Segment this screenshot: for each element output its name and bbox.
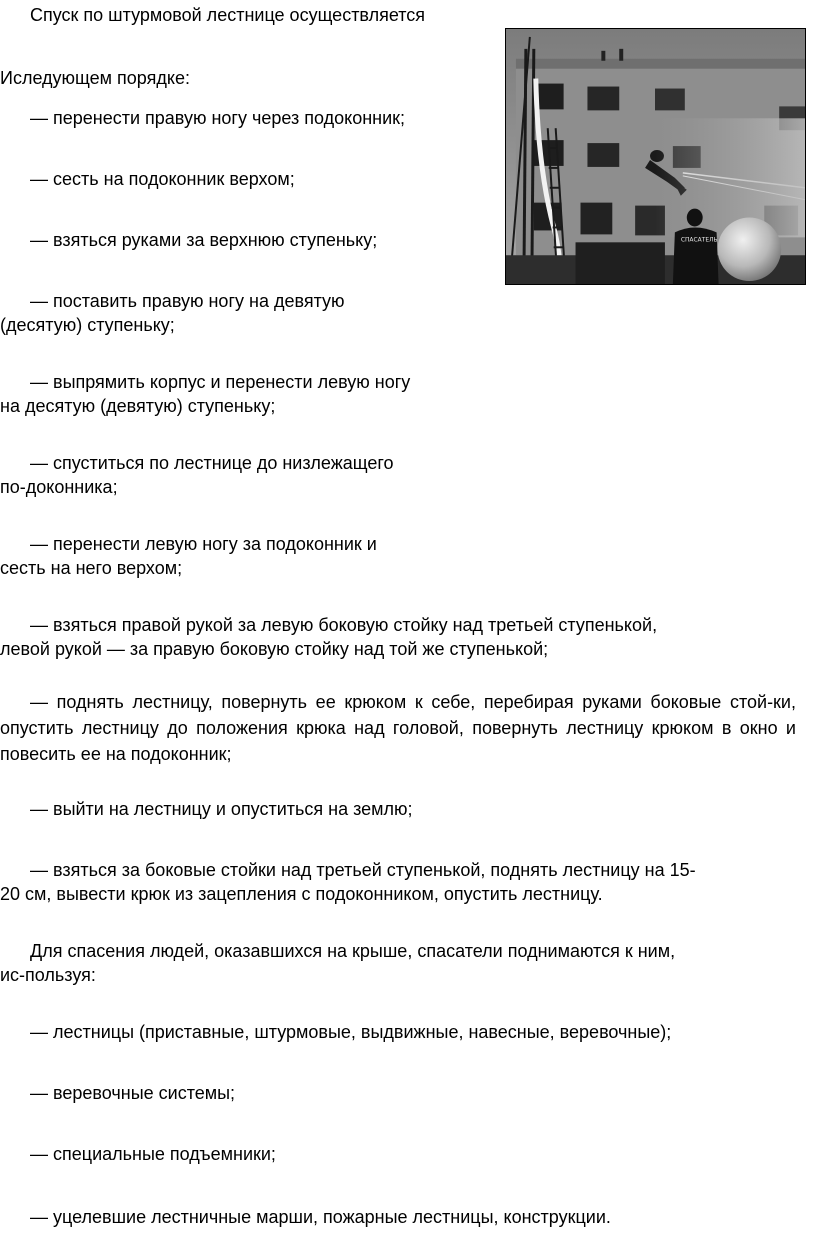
text-line: Спуск по штурмовой лестнице осуществляется xyxy=(30,5,426,25)
text-line: ис-пользуя: xyxy=(0,965,96,985)
rescue-scene-illustration xyxy=(506,29,805,284)
list-item: — выйти на лестницу и опуститься на землю; xyxy=(30,799,413,819)
list-item: — уцелевшие лестничные марши, пожарные лестницы, конструкции. xyxy=(30,1207,611,1227)
list-item: — поставить правую ногу на девятую xyxy=(30,291,345,311)
list-item: — специальные подъемники; xyxy=(30,1144,276,1164)
list-item: — взяться за боковые стойки над третьей ступенькой, поднять лестницу на 15- xyxy=(30,860,696,880)
list-item: — веревочные системы; xyxy=(30,1083,236,1103)
rescue-photo xyxy=(505,28,806,285)
list-item-continuation: левой рукой — за правую боковую стойку над той же ступенькой; xyxy=(0,639,549,659)
list-item-continuation: на десятую (девятую) ступеньку; xyxy=(0,396,276,416)
list-item-continuation: 20 см, вывести крюк из зацепления с подоконником, опустить лестницу. xyxy=(0,884,603,904)
jacket-label: СПАСАТЕЛЬ xyxy=(680,236,718,244)
list-item: — перенести левую ногу за подоконник и xyxy=(30,534,377,554)
list-item-continuation: по-доконника; xyxy=(0,477,118,497)
list-item: — лестницы (приставные, штурмовые, выдвижные, навесные, веревочные); xyxy=(30,1022,672,1042)
text-line: Иследующем порядке: xyxy=(0,68,190,88)
list-item: — взяться правой рукой за левую боковую стойку над третьей ступенькой, xyxy=(30,615,658,635)
list-item: — выпрямить корпус и перенести левую ногу xyxy=(30,372,411,392)
list-item: — сесть на подоконник верхом; xyxy=(30,169,295,189)
list-item-continuation: (десятую) ступеньку; xyxy=(0,315,175,335)
text-line: Для спасения людей, оказавшихся на крыше, спасатели поднимаются к ним, xyxy=(30,941,676,961)
list-item: — взяться руками за верхнюю ступеньку; xyxy=(30,230,378,250)
list-item-paragraph: — поднять лестницу, повернуть ее крюком к себе, перебирая руками боковые стой-ки, опустить лестницу до положения крюка над головой, повернуть лестницу крюком в окно и повесить ее на подоконник; xyxy=(0,692,796,764)
list-item: — перенести правую ногу через подоконник; xyxy=(30,108,406,128)
list-item: — спуститься по лестнице до низлежащего xyxy=(30,453,394,473)
list-item-continuation: сесть на него верхом; xyxy=(0,558,183,578)
